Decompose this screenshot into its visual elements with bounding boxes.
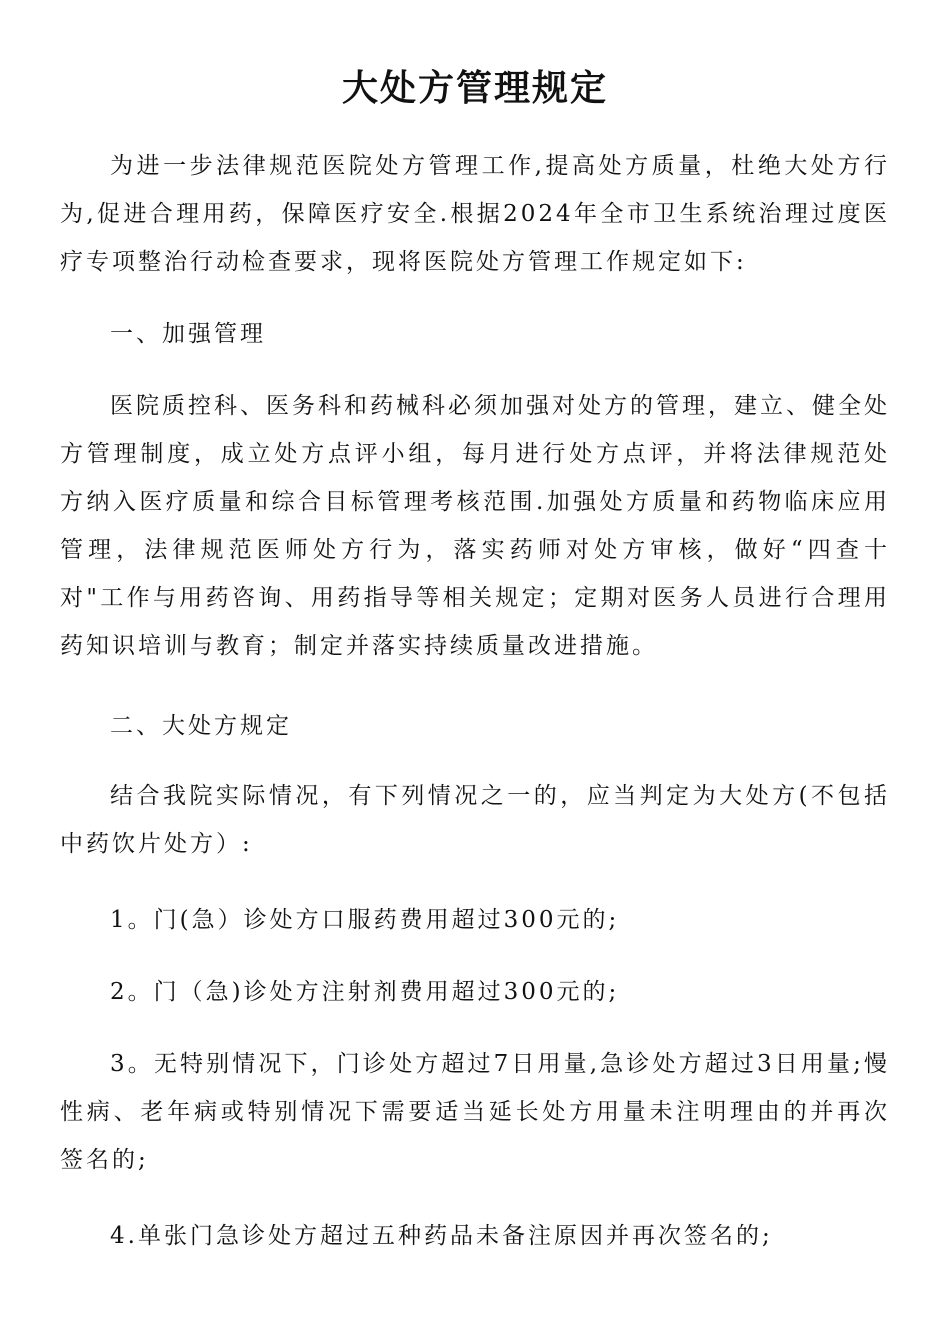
rule-item-3: 3。无特别情况下，门诊处方超过7日用量,急诊处方超过3日用量;慢性病、老年病或特别情况下需要适当延长处方用量未注明理由的并再次签名的; [60, 1051, 890, 1173]
section-2-intro: 结合我院实际情况，有下列情况之一的，应当判定为大处方(不包括中药饮片处方）: [60, 783, 890, 857]
section-1-body: 医院质控科、医务科和药械科必须加强对处方的管理，建立、健全处方管理制度，成立处方点评小组，每月进行处方点评，并将法律规范处方纳入医疗质量和综合目标管理考核范围.加强处方质量和药物临床应用管理，法律规范医师处方行为，落实药师对处方审核，做好“四查十对"工作与用药咨询、用药指导等相关规定；定期对医务人员进行合理用药知识培训与教育；制定并落实持续质量改进措施。 [60, 393, 890, 659]
section-2-heading: 二、大处方规定 [110, 713, 292, 739]
intro-paragraph: 为进一步法律规范医院处方管理工作,提高处方质量，杜绝大处方行为,促进合理用药，保障医疗安全.根据2024年全市卫生系统治理过度医疗专项整治行动检查要求，现将医院处方管理工作规定如下: [60, 153, 890, 275]
document-title: 大处方管理规定 [341, 68, 608, 109]
section-1-heading: 一、加强管理 [110, 321, 266, 347]
rule-item-2: 2。门（急)诊处方注射剂费用超过300元的; [110, 979, 620, 1005]
rule-item-4: 4.单张门急诊处方超过五种药品未备注原因并再次签名的; [110, 1223, 773, 1249]
rule-item-1: 1。门(急）诊处方口服药费用超过300元的; [110, 907, 620, 933]
